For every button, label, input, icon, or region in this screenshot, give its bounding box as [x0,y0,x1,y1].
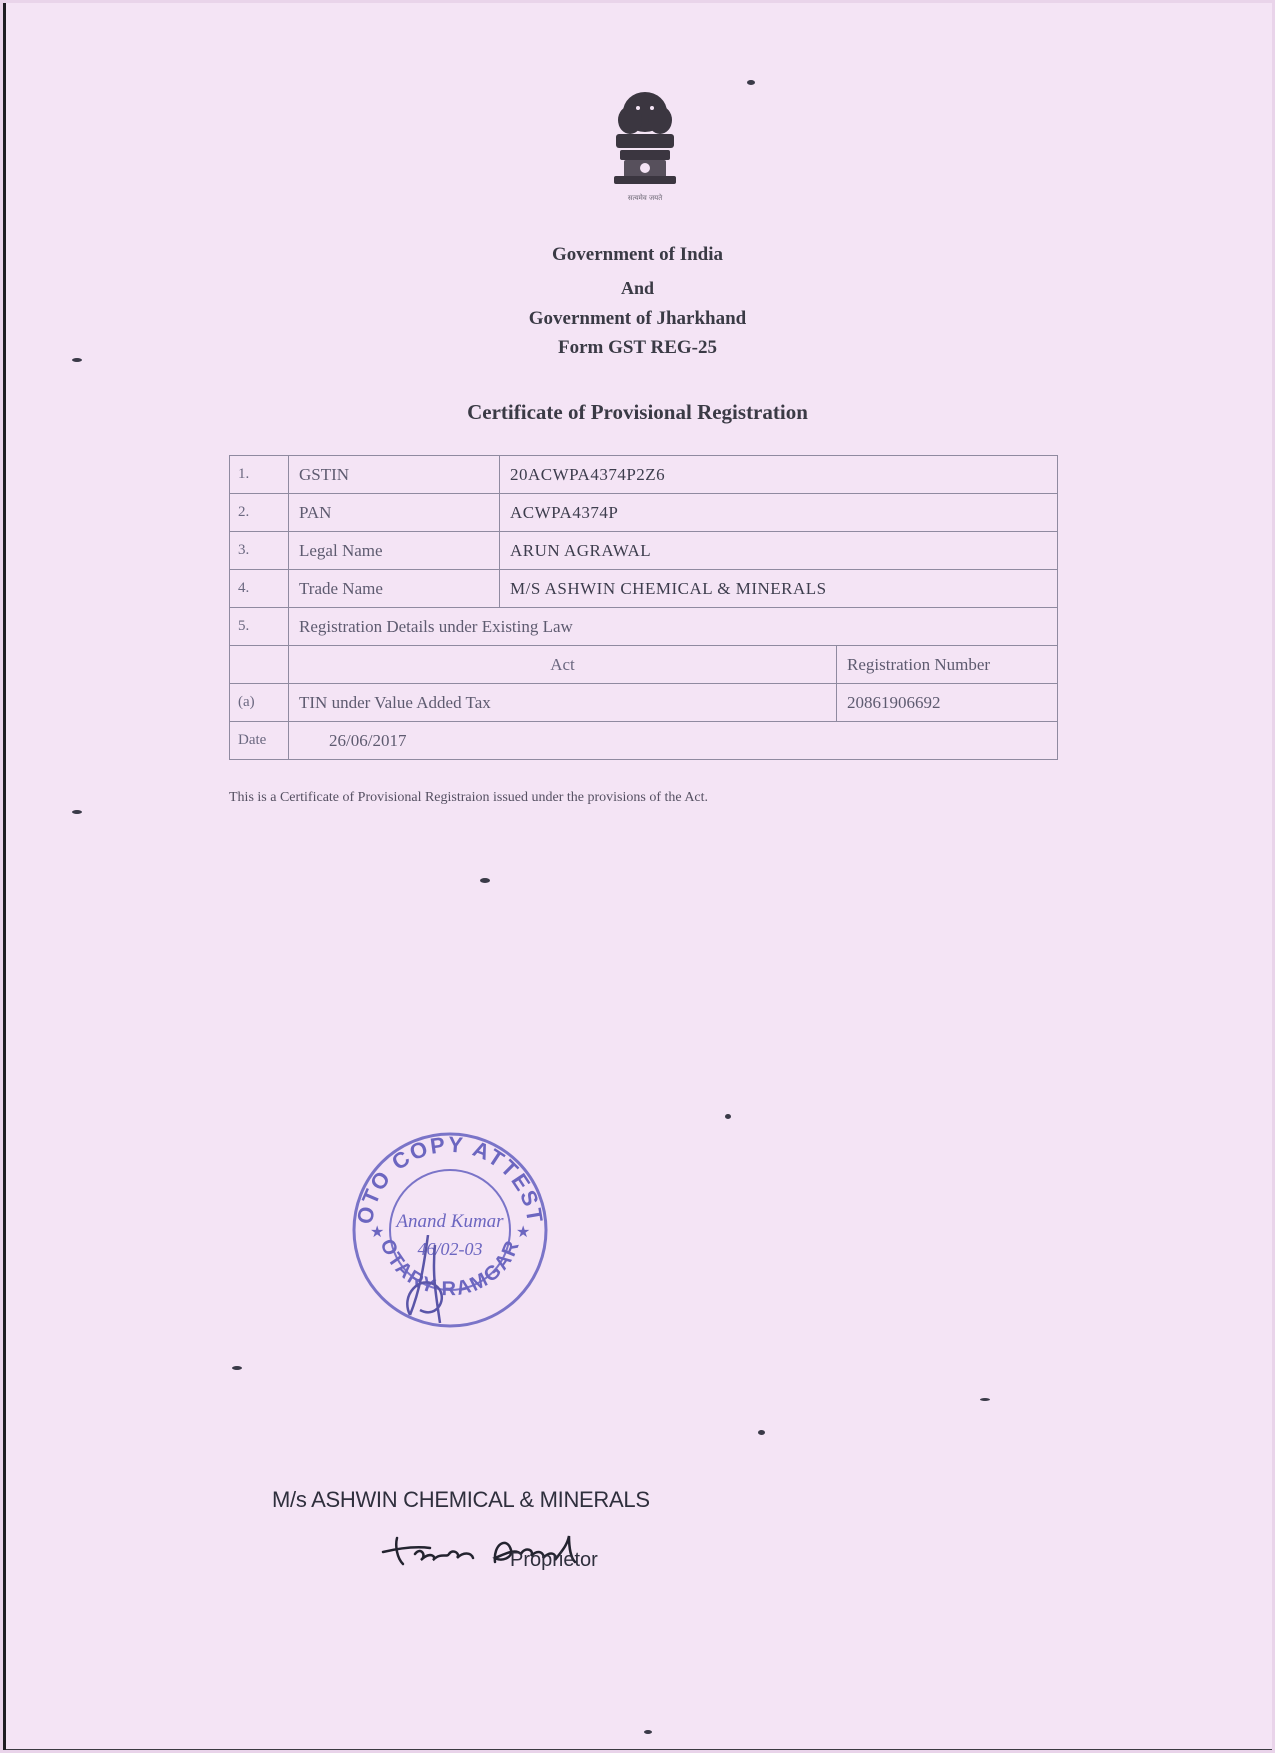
stamp-star-left: ★ [370,1224,385,1241]
speck [758,1430,765,1435]
existing-law-heading: Registration Details under Existing Law [289,608,1058,646]
speck [480,878,490,883]
date-label: Date [230,722,289,760]
pan-label: PAN [289,494,500,532]
stamp-star-right: ★ [516,1224,531,1241]
gstin-value: 20ACWPA4374P2Z6 [500,456,1058,494]
table-row [230,456,1058,494]
legal-name-value: ARUN AGRAWAL [500,532,1058,570]
date-value: 26/06/2017 [289,722,1058,760]
speck [644,1730,652,1734]
firm-name: M/s ASHWIN CHEMICAL & MINERALS [272,1487,650,1512]
speck [725,1114,731,1119]
speck [232,1366,242,1370]
row-number: 5. [230,608,289,646]
speck [72,358,82,362]
state-emblem [602,82,688,208]
proprietor-title: Proprietor [510,1549,598,1571]
legal-name-label: Legal Name [289,532,500,570]
speck [747,80,755,85]
stamp-top-text: OTO COPY ATTEST [351,1131,548,1226]
act-header: Act [289,646,837,684]
table-row [230,494,1058,532]
tin-vat-value: 20861906692 [837,684,1058,722]
certificate-footnote: This is a Certificate of Provisional Registraion issued under the provisions of the Act. [229,790,709,805]
trade-name-value: M/S ASHWIN CHEMICAL & MINERALS [500,570,1058,608]
row-number: (a) [230,684,289,722]
gstin-label: GSTIN [289,456,500,494]
row-number: 2. [230,494,289,532]
table-row [230,608,1058,646]
table-row [230,684,1058,722]
emblem-caption: सत्यमेव जयते [627,194,663,202]
row-number: 4. [230,570,289,608]
table-row [230,570,1058,608]
government-of-india: Government of India [552,244,723,265]
row-number-empty [230,646,289,684]
table-row [230,646,1058,684]
row-number: 3. [230,532,289,570]
tin-vat-label: TIN under Value Added Tax [289,684,837,722]
stamp-bottom-text: OTARY RAMGAR [375,1236,525,1301]
and-text: And [620,278,655,298]
speck [980,1398,990,1401]
pan-value: ACWPA4374P [500,494,1058,532]
stamp-name: Anand Kumar [396,1211,504,1232]
speck [72,810,82,814]
registration-number-header: Registration Number [837,646,1058,684]
stamp-number: 46/02-03 [417,1239,483,1259]
trade-name-label: Trade Name [289,570,500,608]
table-row [230,532,1058,570]
row-number: 1. [230,456,289,494]
table-row [230,722,1058,760]
certificate-title: Certificate of Provisional Registration [467,400,808,424]
registration-table [229,455,1058,760]
form-number: Form GST REG-25 [557,337,718,358]
notary-signature [380,1235,480,1325]
government-of-jharkhand: Government of Jharkhand [528,308,747,329]
